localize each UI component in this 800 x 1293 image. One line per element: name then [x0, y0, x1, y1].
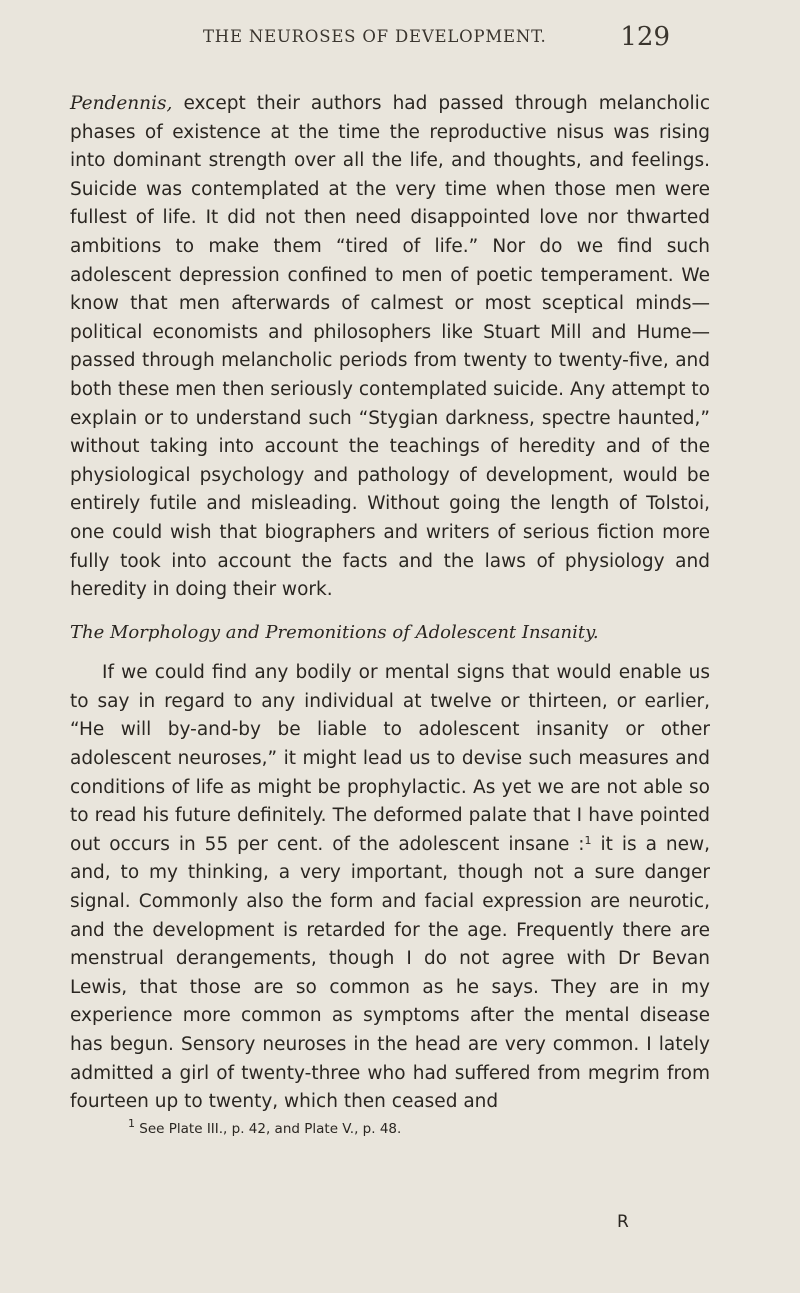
page-header — [110, 22, 670, 58]
page-number: 129 — [620, 22, 670, 52]
footnote — [70, 1116, 710, 1139]
paragraph-1-lead-italic: Pendennis, — [70, 93, 173, 114]
paragraph-2-part-1: If we could find any bodily or mental signs that would enable us to say in regard to any individual at twelve or thirteen, or earlier, “He will by-and-by be liable to adolescent insanity or other adolescent neuroses,” it might lead us to devise such measures and conditions of life as might be prophylactic. As yet we are not able so to read his future definitely. The deformed palate that I have pointed out occurs in 55 per cent. of the adolescent insane : — [70, 662, 710, 855]
paragraph-2-part-2: it is a new, and, to my thinking, a very important, though not a sure danger signal. Commonly also the form and facial expression are neurotic, and the development is retarded for the age. Frequently there are menstrual derangements, though I do not agree with Dr Bevan Lewis, that those are so common as he says. They are in my experience more common as symptoms after the mental disease has begun. Sensory neuroses in the head are very common. I lately admitted a girl of twenty-three who had suffered from megrim from fourteen up to twenty, which then ceased and — [70, 833, 710, 1113]
footnote-marker: 1 — [128, 1116, 135, 1130]
footnote-text: See Plate III., p. 42, and Plate V., p. 48. — [135, 1120, 402, 1137]
paragraph-1 — [70, 90, 710, 605]
running-head: THE NEUROSES OF DEVELOPMENT. — [203, 27, 547, 46]
body-text — [70, 90, 710, 1139]
signature-mark: R — [617, 1212, 629, 1232]
paragraph-1-text: except their authors had passed through melancholic phases of existence at the time the reproductive nisus was rising into dominant strength over all the life, and thoughts, and feelings. Suicide was contemplated at the very time when those men were fullest of life. It did not then need disappointed love nor thwarted ambitions to make them “tired of life.” Nor do we find such adolescent depression confined to men of poetic temperament. We know that men afterwards of calmest or most sceptical minds—political economists and philosophers like Stuart Mill and Hume—passed through melancholic periods from twenty to twenty-five, and both these men then seriously contemplated suicide. Any attempt to explain or to understand such “Stygian darkness, spectre haunted,” without taking into account the teachings of heredity and of the physiological psychology and pathology of development, would be entirely futile and misleading. Without going the length of Tolstoi, one could wish that biographers and writers of serious fiction more fully took into account the facts and the laws of physiology and heredity in doing their work. — [70, 93, 710, 601]
section-heading: The Morphology and Premonitions of Adolescent Insanity. — [70, 621, 599, 643]
paragraph-2 — [70, 659, 710, 1117]
footnote-reference: 1 — [584, 833, 592, 847]
